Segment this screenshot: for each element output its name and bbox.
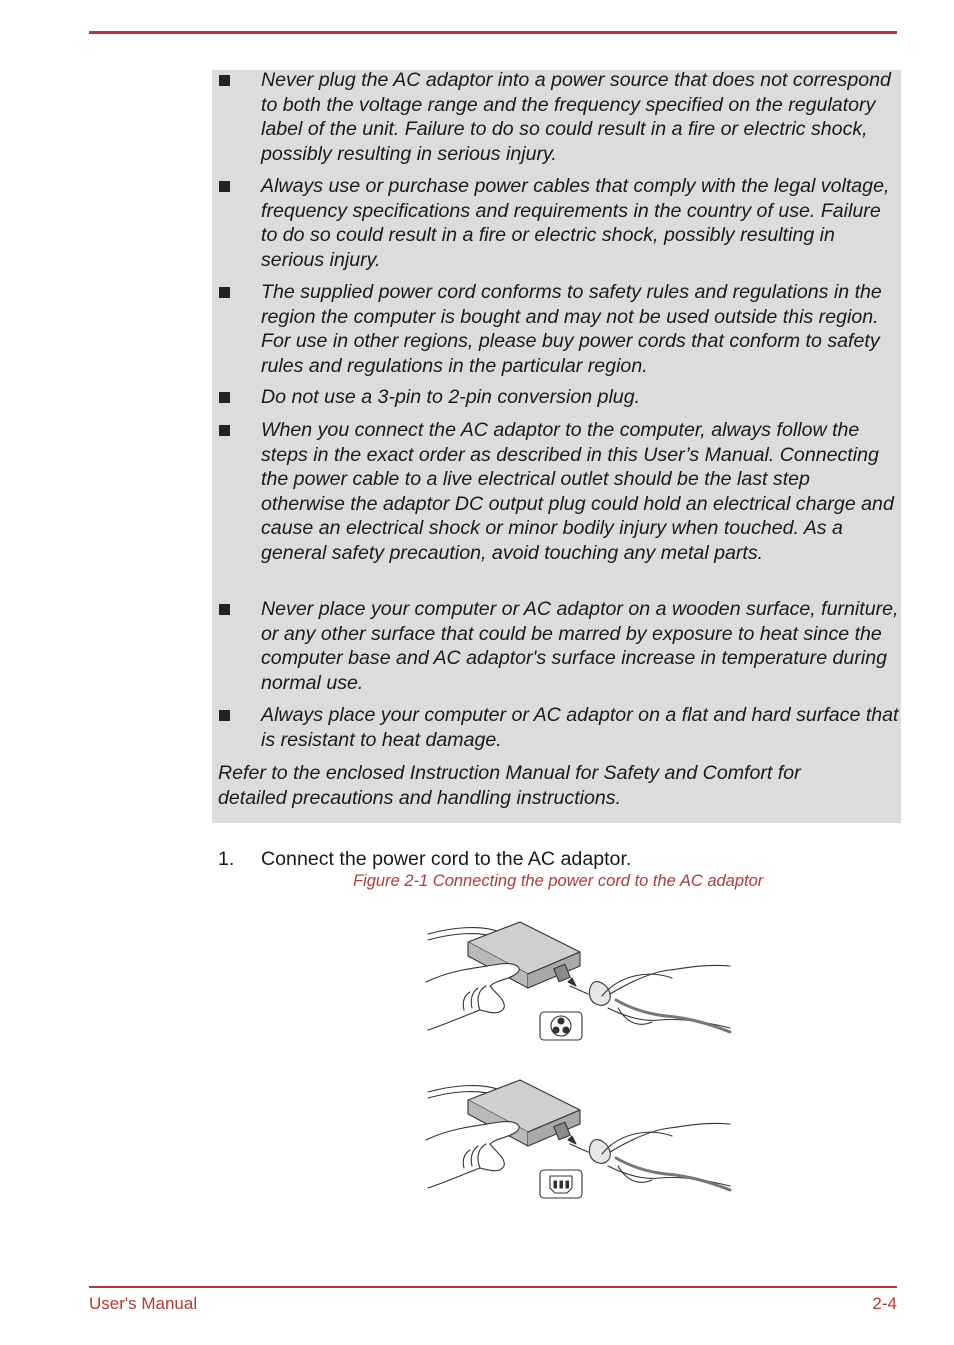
- adaptor-iec-illustration: [426, 1080, 730, 1198]
- square-bullet-icon: [219, 287, 230, 298]
- figure-caption: Figure 2-1 Connecting the power cord to the AC adaptor: [353, 872, 764, 890]
- footer-rule: [89, 1286, 897, 1288]
- square-bullet-icon: [219, 392, 230, 403]
- header-rule: [89, 31, 897, 34]
- bullet-text: Do not use a 3-pin to 2-pin conversion plug.: [261, 386, 641, 408]
- bullet-text: The supplied power cord conforms to safety rules and regulations in the region the computer is bought and may not be used outside this region. For use in other regions, please buy power cords that conform to safety rules and regulations in the particular region.: [261, 281, 882, 377]
- square-bullet-icon: [219, 75, 230, 86]
- bullet-text: Always place your computer or AC adaptor on a flat and hard surface that is resistant to heat damage.: [261, 704, 899, 751]
- square-bullet-icon: [219, 425, 230, 436]
- refer-note: Refer to the enclosed Instruction Manual for Safety and Comfort for detailed precautions and handling instructions.: [218, 762, 801, 809]
- square-bullet-icon: [219, 604, 230, 615]
- bullet-text: Never place your computer or AC adaptor on a wooden surface, furniture, or any other surface that could be marred by exposure to heat since the computer base and AC adaptor's surface increase in temperature during normal use.: [261, 598, 899, 694]
- step-number: 1.: [218, 848, 235, 870]
- square-bullet-icon: [219, 181, 230, 192]
- adaptor-3pin-illustration: [426, 922, 730, 1040]
- footer-manual-title: User's Manual: [89, 1294, 198, 1313]
- bullet-text: Never plug the AC adaptor into a power source that does not correspond to both the voltage range and the frequency specified on the regulatory label of the unit. Failure to do so could result in a fire or electric shock, possibly resulting in serious injury.: [261, 69, 891, 165]
- bullet-text: Always use or purchase power cables that comply with the legal voltage, frequency specifications and requirements in the country of use. Failure to do so could result in a fire or electric shock, possibly resulting in serious injury.: [261, 175, 890, 271]
- step-text: Connect the power cord to the AC adaptor.: [261, 848, 632, 870]
- square-bullet-icon: [219, 710, 230, 721]
- page-number: 2-4: [872, 1294, 897, 1313]
- bullet-text: When you connect the AC adaptor to the computer, always follow the steps in the exact order as described in this User’s Manual. Connecting the power cable to a live electrical outlet should be the last step otherwise the adaptor DC output plug could hold an electrical charge and cause an electrical shock or minor bodily injury when touched. As a general safety precaution, avoid touching any metal parts.: [261, 419, 894, 564]
- ac-adaptor-illustration: [420, 912, 740, 1202]
- warning-box: [212, 70, 901, 823]
